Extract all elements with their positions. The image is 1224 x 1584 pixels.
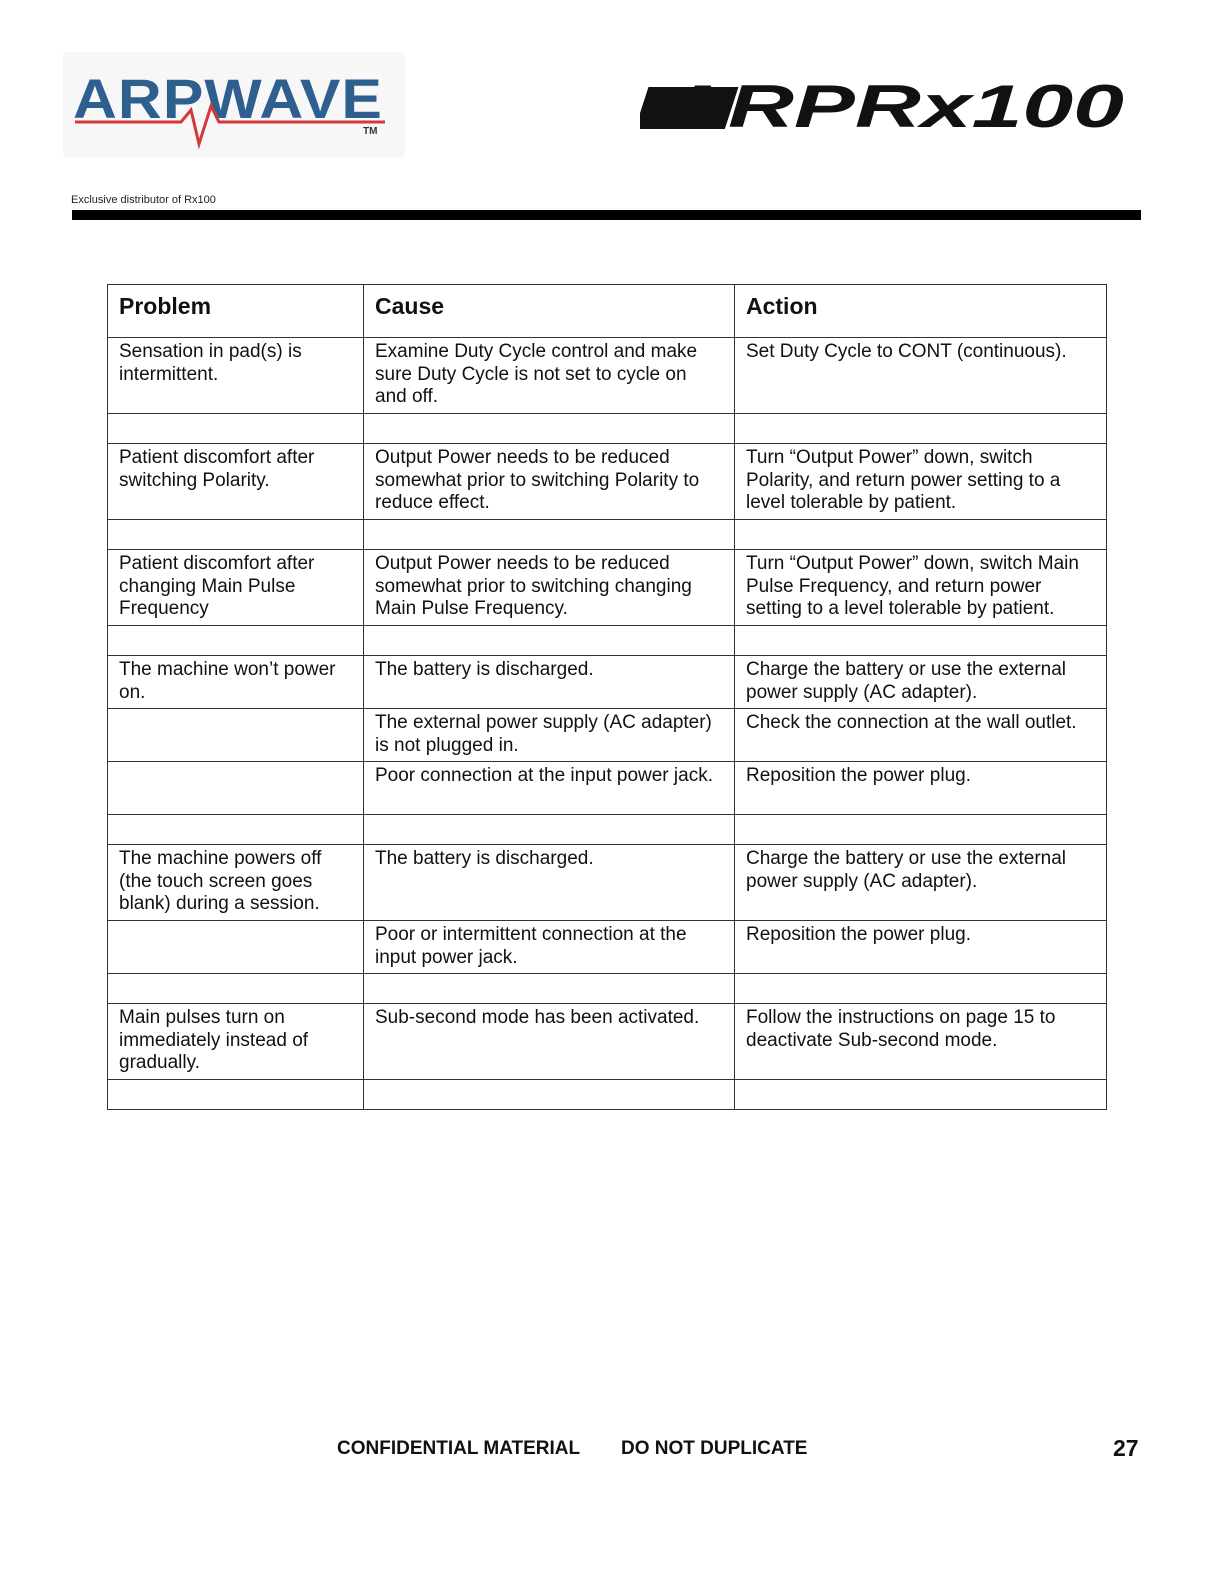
problem-cell <box>108 626 364 656</box>
action-cell: Set Duty Cycle to CONT (continuous). <box>735 338 1107 414</box>
problem-cell <box>108 709 364 762</box>
cause-cell <box>364 414 735 444</box>
table-row <box>108 550 1107 626</box>
page-number: 27 <box>1113 1435 1139 1461</box>
problem-cell: The machine powers off (the touch screen goes blank) during a session. <box>108 845 364 921</box>
action-cell: Check the connection at the wall outlet. <box>735 709 1107 762</box>
cause-cell: The external power supply (AC adapter) is not plugged in. <box>364 709 735 762</box>
cause-cell <box>364 815 735 845</box>
cause-cell: Output Power needs to be reduced somewhat prior to switching changing Main Pulse Frequency. <box>364 550 735 626</box>
problem-cell: The machine won’t power on. <box>108 656 364 709</box>
action-cell: Turn “Output Power” down, switch Polarity, and return power setting to a level tolerable by patient. <box>735 444 1107 520</box>
arprx100-logo-text: ARPRx100 <box>658 73 1124 140</box>
spacer-row <box>108 815 1107 845</box>
problem-cell <box>108 1080 364 1110</box>
arpwave-logo-text: ARPWAVE <box>73 67 383 130</box>
table-header-row <box>108 285 1107 338</box>
cause-cell: The battery is discharged. <box>364 656 735 709</box>
table-row <box>108 709 1107 762</box>
cause-cell <box>364 520 735 550</box>
table-row <box>108 921 1107 974</box>
action-cell: Charge the battery or use the external power supply (AC adapter). <box>735 656 1107 709</box>
action-cell <box>735 414 1107 444</box>
arprx100-logo <box>640 70 1140 148</box>
spacer-row <box>108 414 1107 444</box>
action-cell <box>735 1080 1107 1110</box>
table-row <box>108 656 1107 709</box>
table-row <box>108 1004 1107 1080</box>
problem-cell <box>108 762 364 815</box>
arpwave-logo <box>63 52 405 158</box>
table-row <box>108 845 1107 921</box>
spacer-row <box>108 626 1107 656</box>
problem-cell <box>108 921 364 974</box>
table-row <box>108 338 1107 414</box>
problem-cell <box>108 520 364 550</box>
do-not-duplicate-label: DO NOT DUPLICATE <box>621 1438 808 1459</box>
confidential-label: CONFIDENTIAL MATERIAL <box>337 1438 581 1459</box>
header-problem: Problem <box>108 285 364 338</box>
header-action: Action <box>735 285 1107 338</box>
problem-cell: Patient discomfort after switching Polarity. <box>108 444 364 520</box>
cause-cell: The battery is discharged. <box>364 845 735 921</box>
cause-cell: Poor connection at the input power jack. <box>364 762 735 815</box>
problem-cell: Sensation in pad(s) is intermittent. <box>108 338 364 414</box>
table-row <box>108 444 1107 520</box>
cause-cell: Examine Duty Cycle control and make sure Duty Cycle is not set to cycle on and off. <box>364 338 735 414</box>
cause-cell: Output Power needs to be reduced somewhat prior to switching Polarity to reduce effect. <box>364 444 735 520</box>
spacer-row <box>108 1080 1107 1110</box>
spacer-row <box>108 520 1107 550</box>
action-cell: Reposition the power plug. <box>735 762 1107 815</box>
cause-cell: Poor or intermittent connection at the input power jack. <box>364 921 735 974</box>
problem-cell <box>108 414 364 444</box>
trademark-mark: TM <box>363 126 378 137</box>
problem-cell: Patient discomfort after changing Main Pulse Frequency <box>108 550 364 626</box>
action-cell: Follow the instructions on page 15 to deactivate Sub-second mode. <box>735 1004 1107 1080</box>
troubleshooting-table <box>107 284 1107 1110</box>
problem-cell <box>108 815 364 845</box>
cause-cell <box>364 1080 735 1110</box>
action-cell <box>735 520 1107 550</box>
action-cell <box>735 815 1107 845</box>
action-cell <box>735 974 1107 1004</box>
action-cell <box>735 626 1107 656</box>
problem-cell: Main pulses turn on immediately instead of gradually. <box>108 1004 364 1080</box>
distributor-note: Exclusive distributor of Rx100 <box>71 194 216 206</box>
action-cell: Reposition the power plug. <box>735 921 1107 974</box>
action-cell: Charge the battery or use the external power supply (AC adapter). <box>735 845 1107 921</box>
table-row <box>108 762 1107 815</box>
header-divider <box>72 210 1141 220</box>
action-cell: Turn “Output Power” down, switch Main Pulse Frequency, and return power setting to a level tolerable by patient. <box>735 550 1107 626</box>
cause-cell: Sub-second mode has been activated. <box>364 1004 735 1080</box>
problem-cell <box>108 974 364 1004</box>
cause-cell <box>364 626 735 656</box>
cause-cell <box>364 974 735 1004</box>
header-cause: Cause <box>364 285 735 338</box>
spacer-row <box>108 974 1107 1004</box>
